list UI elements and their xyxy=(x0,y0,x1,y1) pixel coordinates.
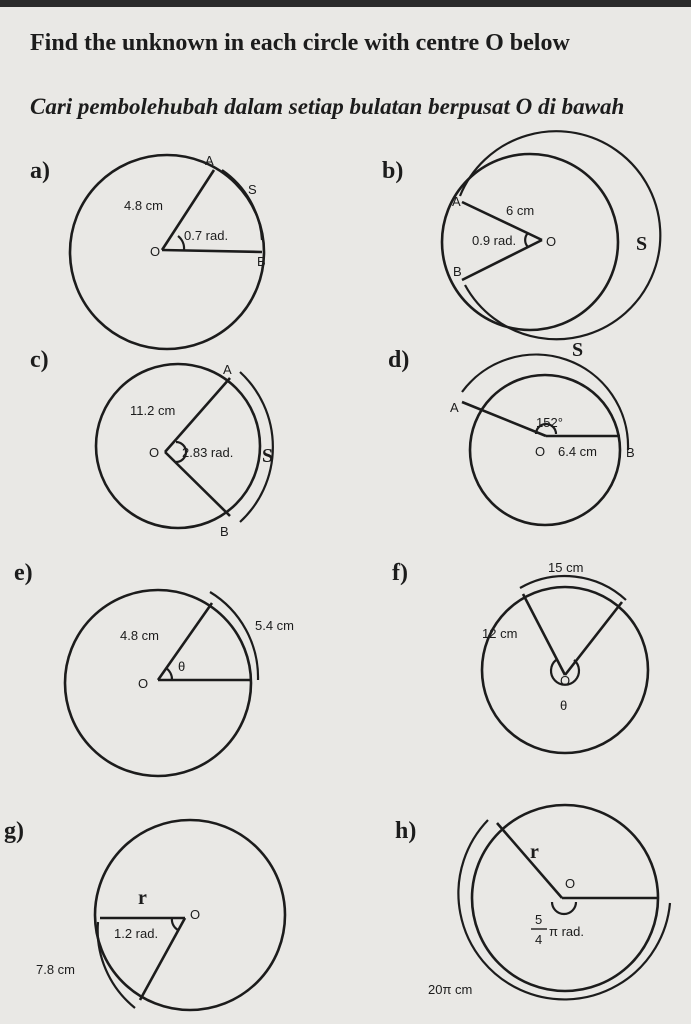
centre-label-g: O xyxy=(190,907,201,922)
diagram-e xyxy=(65,590,294,776)
radius-label-h: r xyxy=(530,841,539,863)
point-b-label-a: B xyxy=(257,254,266,269)
radius-label-e: 4.8 cm xyxy=(120,628,160,643)
radius-oa-d xyxy=(462,402,546,436)
point-a-label-b: A xyxy=(452,194,461,209)
radius-label-c: 11.2 cm xyxy=(130,403,176,418)
radius-label-a: 4.8 cm xyxy=(124,198,164,213)
question-b-label: b) xyxy=(382,158,404,184)
arc-label-d: S xyxy=(572,339,584,361)
diagram-f xyxy=(482,560,648,753)
angle-label-a: 0.7 rad. xyxy=(184,228,229,243)
angle-mark-g xyxy=(172,918,178,930)
angle-numerator-h: 5 xyxy=(535,912,543,927)
instruction-malay: Cari pembolehubah dalam setiap bulatan berpusat O di bawah xyxy=(30,94,625,119)
radius-label-d: 6.4 cm xyxy=(558,444,598,459)
angle-label-b: 0.9 rad. xyxy=(472,233,517,248)
radius-label-g: r xyxy=(138,887,147,909)
point-a-label-d: A xyxy=(450,400,459,415)
centre-label-h: O xyxy=(565,876,576,891)
point-a-label-a: A xyxy=(205,153,214,168)
diagram-a xyxy=(70,153,266,349)
angle-mark-b xyxy=(525,233,528,247)
angle-mark-e xyxy=(166,668,172,680)
centre-label-a: O xyxy=(150,244,161,259)
circle-c xyxy=(96,364,260,528)
arc-label-c: S xyxy=(262,445,274,467)
radius-1-f xyxy=(523,594,565,675)
question-f-label: f) xyxy=(392,560,408,586)
diagram-d xyxy=(450,339,635,525)
radius-ob-a xyxy=(162,250,262,252)
arc-marker-h xyxy=(458,820,670,999)
instruction-english: Find the unknown in each circle with centre O below xyxy=(30,30,570,56)
centre-label-f: O xyxy=(560,673,571,688)
point-b-label-d: B xyxy=(626,445,635,460)
centre-label-b: O xyxy=(546,234,557,249)
angle-label-f: θ xyxy=(560,698,568,713)
angle-mark-h xyxy=(552,902,576,914)
arc-label-g: 7.8 cm xyxy=(36,962,76,977)
angle-label-e: θ xyxy=(178,659,186,674)
point-a-label-c: A xyxy=(223,362,232,377)
angle-denominator-h: 4 xyxy=(535,932,543,947)
angle-label-g: 1.2 rad. xyxy=(114,926,159,941)
diagram-g xyxy=(36,820,285,1010)
diagram-b xyxy=(442,131,660,339)
angle-label-d: 152° xyxy=(536,415,563,430)
radius-ob-c xyxy=(165,452,230,516)
question-e-label: e) xyxy=(14,560,33,586)
point-b-label-b: B xyxy=(453,264,462,279)
diagram-c xyxy=(96,362,273,539)
arc-label-a: S xyxy=(248,182,257,197)
centre-label-e: O xyxy=(138,676,149,691)
circle-e xyxy=(65,590,251,776)
circle-f xyxy=(482,587,648,753)
question-c-label: c) xyxy=(30,347,49,373)
angle-unit-h: π rad. xyxy=(549,924,584,939)
arc-label-b: S xyxy=(636,233,648,255)
angle-label-c: 2.83 rad. xyxy=(182,445,234,460)
question-d-label: d) xyxy=(388,347,410,373)
question-h-label: h) xyxy=(395,818,417,844)
question-a-label: a) xyxy=(30,158,50,184)
radius-2-f xyxy=(565,602,622,675)
radius-label-b: 6 cm xyxy=(506,203,535,218)
centre-label-c: O xyxy=(149,445,160,460)
arc-label-e: 5.4 cm xyxy=(255,618,295,633)
point-b-label-c: B xyxy=(220,524,229,539)
arc-label-h: 20π cm xyxy=(428,982,473,997)
centre-label-d: O xyxy=(535,444,546,459)
arc-label-f: 15 cm xyxy=(548,560,584,575)
radius-label-f: 12 cm xyxy=(482,626,518,641)
diagram-h xyxy=(428,805,670,999)
question-g-label: g) xyxy=(4,818,24,844)
